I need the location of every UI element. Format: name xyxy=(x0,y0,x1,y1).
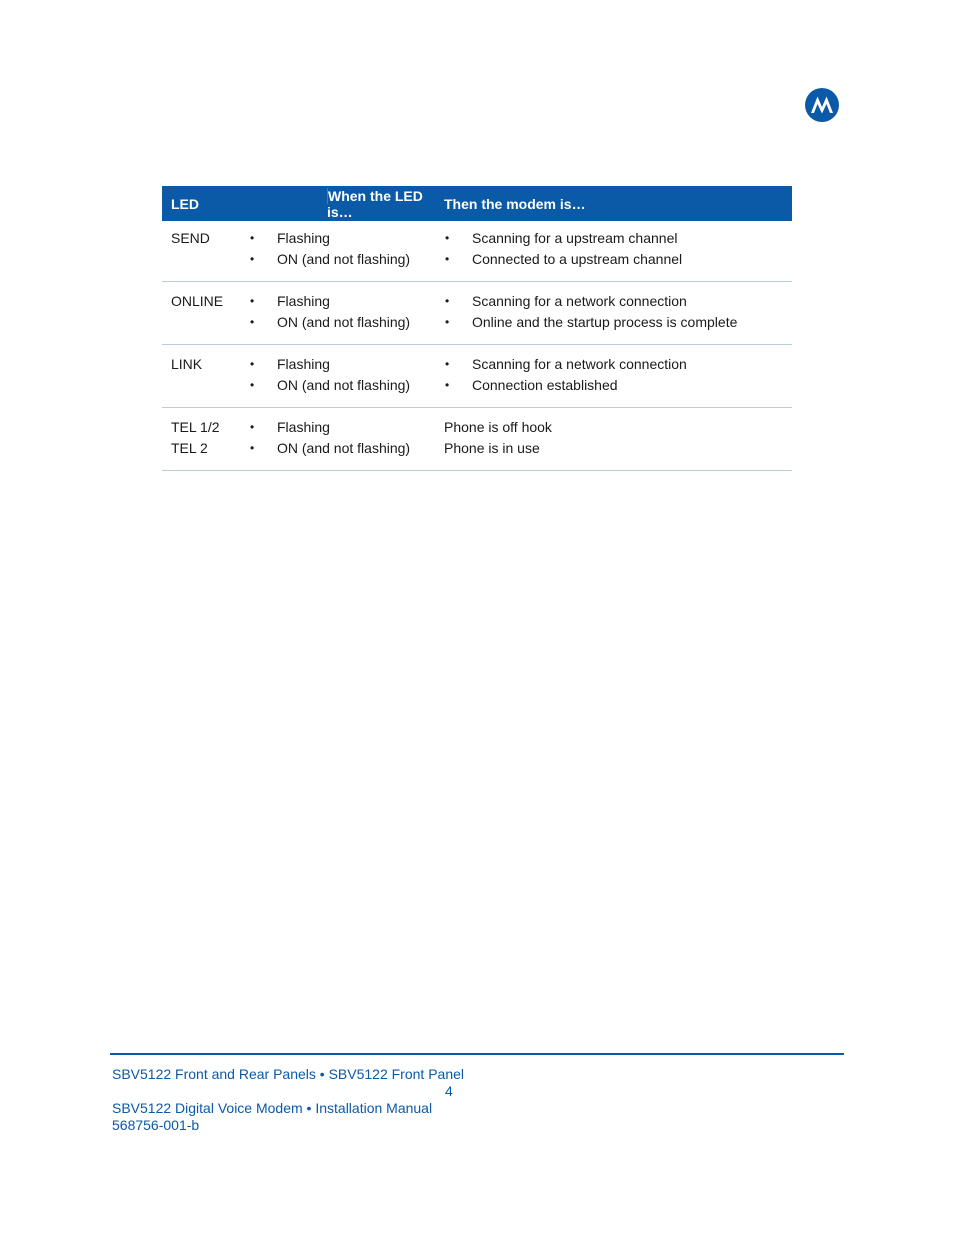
modem-status-list xyxy=(444,354,792,396)
list-item: • Flashing xyxy=(249,291,435,312)
modem-status-cell xyxy=(435,282,792,345)
led-name: LINK xyxy=(171,356,203,372)
modem-status-list xyxy=(444,417,792,459)
footer-doc-number: 568756-001-b xyxy=(112,1117,200,1133)
table-row xyxy=(162,408,792,471)
list-item: • Connected to a upstream channel xyxy=(444,249,792,270)
list-item: • ON (and not flashing) xyxy=(249,438,435,459)
led-state-cell xyxy=(240,221,435,282)
led-name: TEL 1/2 xyxy=(171,419,220,435)
list-item: • ON (and not flashing) xyxy=(249,375,435,396)
modem-status-cell xyxy=(435,345,792,408)
table-row xyxy=(162,282,792,345)
list-item: • ON (and not flashing) xyxy=(249,312,435,333)
led-name: SEND xyxy=(171,230,210,246)
footer-section-link[interactable]: SBV5122 Front and Rear Panels • SBV5122 Front Panel xyxy=(112,1066,465,1082)
list-item: • Scanning for a network connection xyxy=(444,354,792,375)
table-row xyxy=(162,221,792,282)
table-header-row xyxy=(162,186,792,221)
motorola-logo-icon xyxy=(805,88,839,122)
led-state-list xyxy=(249,291,435,333)
list-item: • Flashing xyxy=(249,228,435,249)
footer-page-number: 4 xyxy=(445,1083,453,1099)
led-state-cell xyxy=(240,408,435,471)
list-item: Phone is in use xyxy=(444,440,540,456)
header-then: Then the modem is… xyxy=(435,186,792,221)
header-led: LED xyxy=(162,186,240,221)
list-item: • Flashing xyxy=(249,354,435,375)
list-item: • Scanning for a network connection xyxy=(444,291,792,312)
list-item: Phone is off hook xyxy=(444,419,552,435)
list-item: • Flashing xyxy=(249,417,435,438)
led-name-cell xyxy=(162,345,240,408)
led-name: TEL 2 xyxy=(171,440,208,456)
led-status-table xyxy=(162,186,792,471)
led-state-list xyxy=(249,228,435,270)
footer-manual-title: SBV5122 Digital Voice Modem • Installation Manual xyxy=(112,1100,433,1116)
led-state-list xyxy=(249,354,435,396)
footer-rule xyxy=(110,1053,844,1055)
list-item: • Connection established xyxy=(444,375,792,396)
modem-status-list xyxy=(444,291,792,333)
led-name-cell xyxy=(162,408,240,471)
led-state-cell xyxy=(240,345,435,408)
led-state-list xyxy=(249,417,435,459)
led-state-cell xyxy=(240,282,435,345)
modem-status-cell xyxy=(435,408,792,471)
modem-status-cell xyxy=(435,221,792,282)
table-row xyxy=(162,345,792,408)
header-when: When the LED is… xyxy=(240,186,435,221)
modem-status-list xyxy=(444,228,792,270)
led-name: ONLINE xyxy=(171,293,224,309)
list-item: • ON (and not flashing) xyxy=(249,249,435,270)
list-item: • Scanning for a upstream channel xyxy=(444,228,792,249)
list-item: • Online and the startup process is complete xyxy=(444,312,792,333)
led-name-cell xyxy=(162,282,240,345)
led-name-cell xyxy=(162,221,240,282)
